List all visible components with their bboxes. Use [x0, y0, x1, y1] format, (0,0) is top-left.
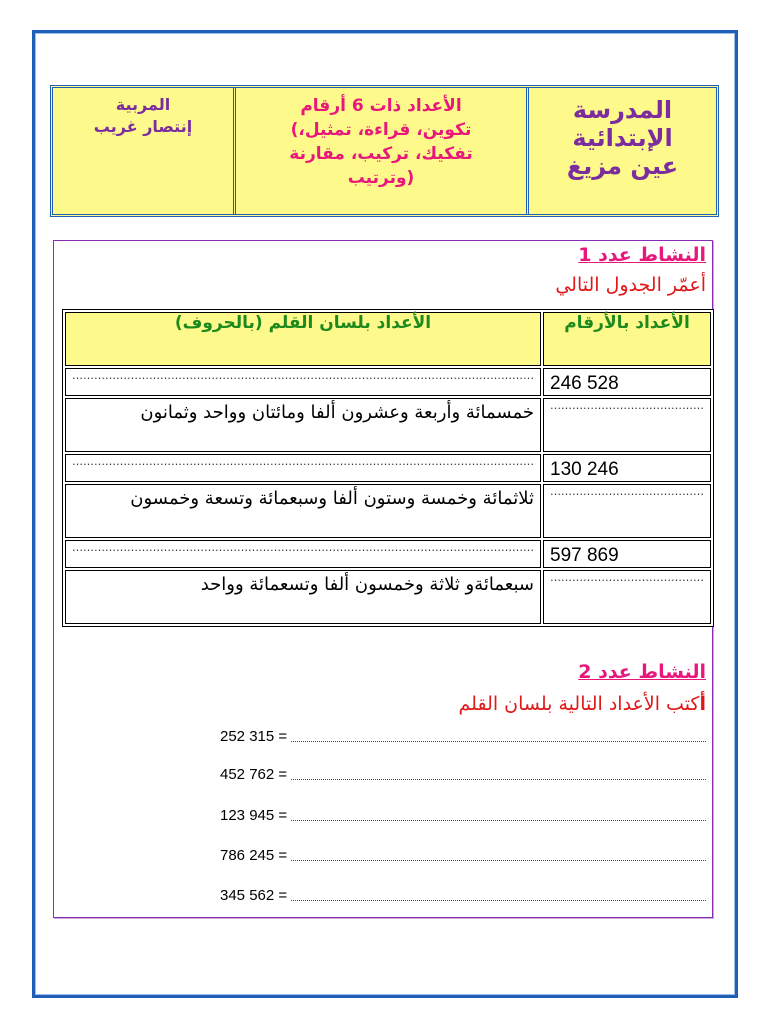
activity1-title: النشاط عدد 1 — [578, 244, 706, 266]
number-cell: 246 528 — [543, 368, 711, 396]
write-line[interactable]: 345 562 = — [220, 884, 706, 904]
header-table — [50, 85, 719, 217]
words-answer-blank[interactable]: ……………………………………………………………………………………………………………… — [65, 368, 541, 396]
school-name: المدرسة الإبتدائية عين مزيغ — [526, 88, 716, 214]
table-row — [65, 570, 711, 624]
words-answer-blank[interactable]: ……………………………………………………………………………………………………………… — [65, 540, 541, 568]
write-line[interactable]: 452 762 = — [220, 763, 706, 783]
exercise-table — [62, 309, 714, 627]
number-answer-blank[interactable]: …………………………………… — [543, 398, 711, 452]
activity2-title: النشاط عدد 2 — [578, 661, 706, 683]
activity2-instruction: أكتب الأعداد التالية بلسان القلم — [458, 693, 706, 715]
table-row — [65, 484, 711, 538]
table-row — [65, 368, 711, 396]
table-row — [65, 454, 711, 482]
lesson-topic: الأعداد ذات 6 أرقام تكوين، قراءة، تمثيل،) تفكيك، تركيب، مقارنة (وترتيب — [233, 88, 526, 214]
activity1-instruction: أعمّر الجدول التالي — [555, 274, 706, 296]
teacher-name: المربية إنتصار غريب — [93, 95, 193, 136]
words-answer-blank[interactable]: ……………………………………………………………………………………………………………… — [65, 454, 541, 482]
number-answer-blank[interactable]: …………………………………… — [543, 484, 711, 538]
words-cell: سبعمائةو ثلاثة وخمسون ألفا وتسعمائة وواحد — [65, 570, 541, 624]
header-words: الأعداد بلسان القلم (بالحروف) — [65, 312, 541, 366]
number-cell: 130 246 — [543, 454, 711, 482]
number-cell: 597 869 — [543, 540, 711, 568]
write-line[interactable]: 123 945 = — [220, 804, 706, 824]
worksheet-content — [53, 240, 713, 918]
header-numbers: الأعداد بالأرقام — [543, 312, 711, 366]
number-answer-blank[interactable]: …………………………………… — [543, 570, 711, 624]
words-cell: خمسمائة وأربعة وعشرون ألفا ومائتان وواحد وثمانون — [65, 398, 541, 452]
write-line[interactable]: 786 245 = — [220, 844, 706, 864]
table-row — [65, 398, 711, 452]
table-row — [65, 540, 711, 568]
words-cell: ثلاثمائة وخمسة وستون ألفا وسبعمائة وتسعة وخمسون — [65, 484, 541, 538]
write-line[interactable]: 252 315 = — [220, 725, 706, 745]
